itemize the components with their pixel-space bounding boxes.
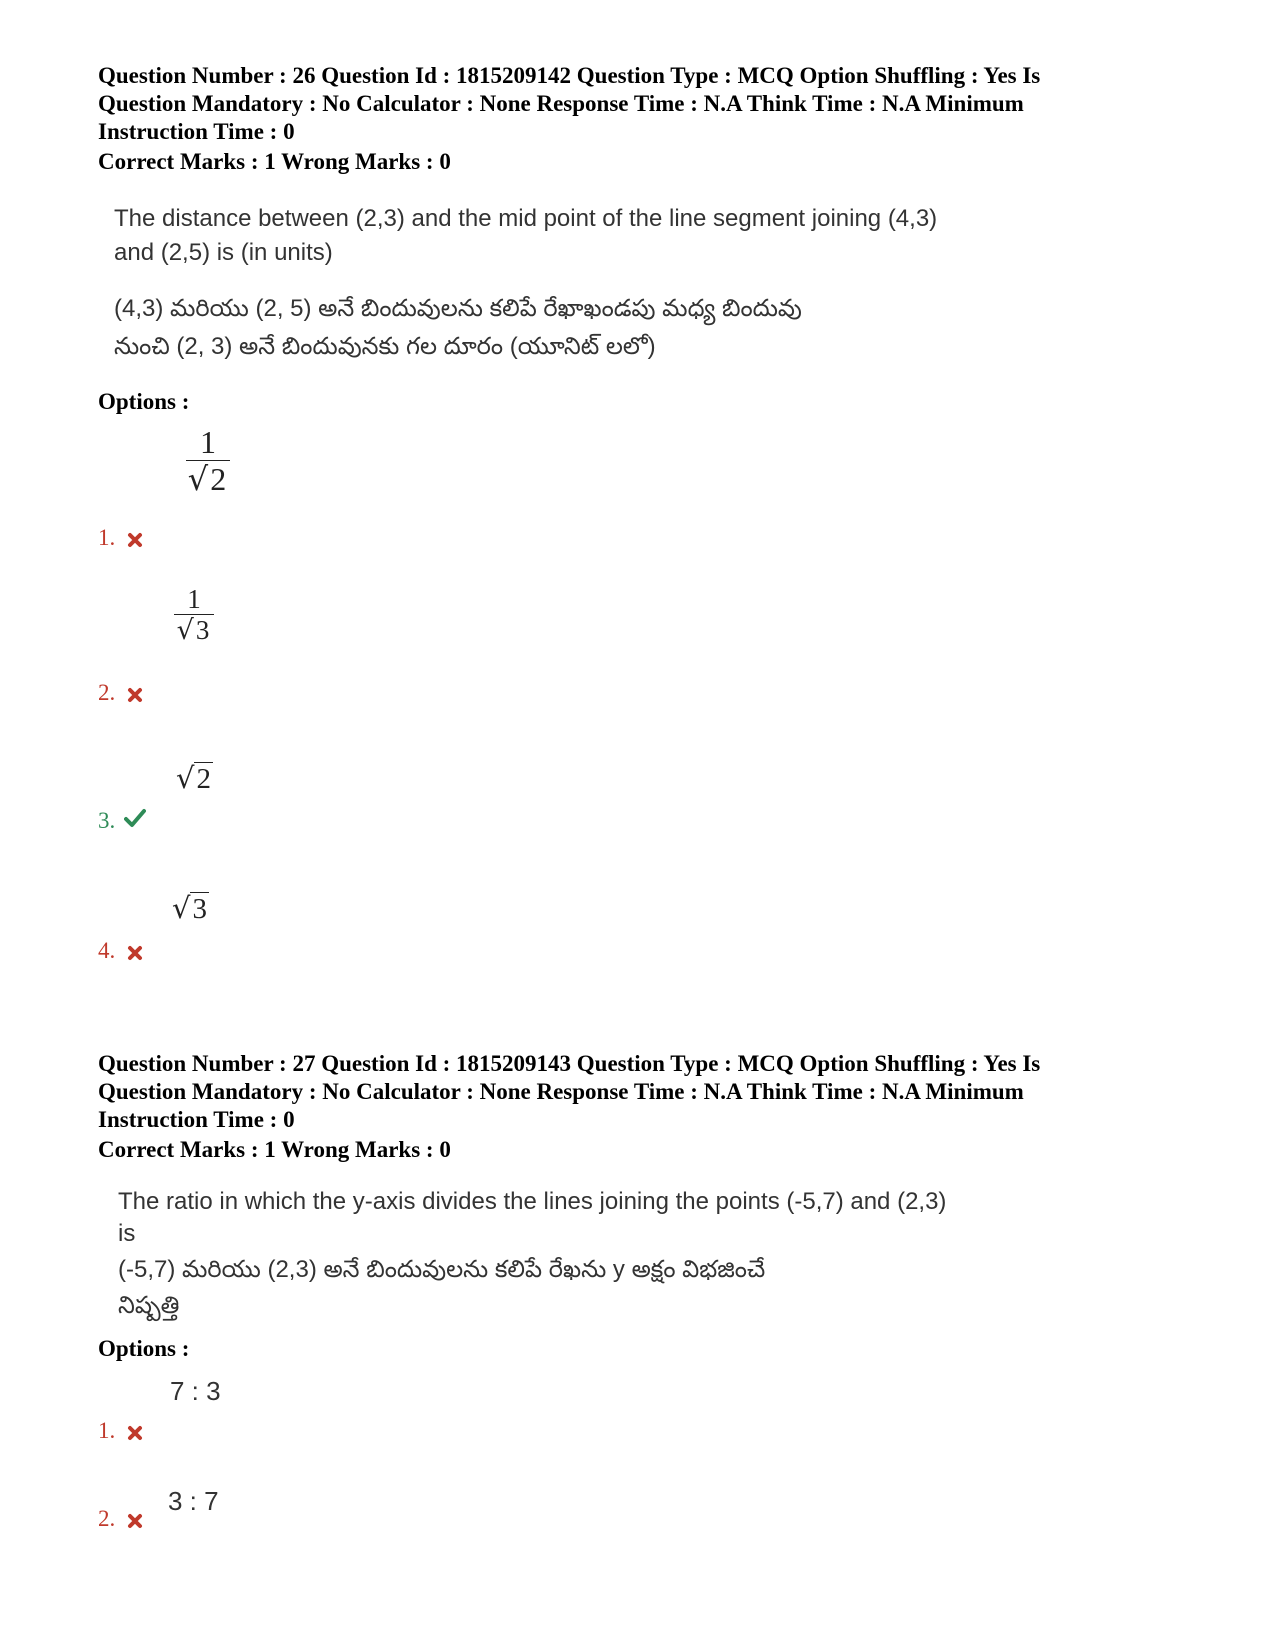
q27-option1-value: 7 : 3 xyxy=(170,1376,221,1406)
radicand: 3 xyxy=(195,615,210,645)
q26-meta-line1: Question Number : 26 Question Id : 1815209142 Question Type : MCQ Option Shuffling : Yes Is xyxy=(98,63,1041,88)
radical-sign: √ xyxy=(176,615,194,646)
q27-meta-line1: Question Number : 27 Question Id : 1815209143 Question Type : MCQ Option Shuffling : Yes Is xyxy=(98,1051,1041,1076)
cross-icon xyxy=(126,531,144,549)
q26-option3-formula xyxy=(176,762,213,795)
q27-question-text-te xyxy=(118,1252,765,1324)
q26-question-te-line2: నుంచి (2, 3) అనే బిందువునకు గల దూరం (యూనిట్ లలో) xyxy=(114,333,656,360)
q26-option2-formula xyxy=(174,584,214,646)
q27-question-en-line1: The ratio in which the y-axis divides the lines joining the points (-5,7) and (2,3) xyxy=(118,1188,947,1215)
q26-option1-formula xyxy=(186,424,230,497)
radical-sign: √ xyxy=(172,891,191,925)
q27-marks: Correct Marks : 1 Wrong Marks : 0 xyxy=(98,1137,451,1162)
q27-option1-number: 1. xyxy=(98,1418,116,1443)
q27-option2-value: 3 : 7 xyxy=(168,1486,219,1516)
q26-marks: Correct Marks : 1 Wrong Marks : 0 xyxy=(98,149,451,174)
sqrt-denominator xyxy=(186,461,230,497)
sqrt-expression xyxy=(176,762,213,795)
q26-question-en-line2: and (2,5) is (in units) xyxy=(114,239,333,266)
q27-meta-line3: Instruction Time : 0 xyxy=(98,1107,295,1132)
radical-sign: √ xyxy=(187,460,209,498)
q26-option2-number: 2. xyxy=(98,680,116,705)
radicand: 2 xyxy=(210,461,227,497)
q27-options-label: Options : xyxy=(98,1336,190,1361)
q26-meta-line2: Question Mandatory : No Calculator : None Response Time : N.A Think Time : N.A Minimum xyxy=(98,91,1024,116)
q26-question-text-en xyxy=(114,202,937,270)
q26-options-label: Options : xyxy=(98,389,190,414)
cross-icon xyxy=(126,686,144,704)
cross-icon xyxy=(126,1512,144,1530)
q26-option3-number: 3. xyxy=(98,808,116,833)
q26-meta-line3: Instruction Time : 0 xyxy=(98,119,295,144)
radicand: 2 xyxy=(196,763,211,795)
radicand: 3 xyxy=(192,893,207,925)
q27-question-te-line2: నిష్పత్తి xyxy=(118,1292,180,1319)
radical-sign: √ xyxy=(176,761,195,795)
fraction-numerator: 1 xyxy=(187,584,201,614)
cross-icon xyxy=(126,1424,144,1442)
q26-metadata xyxy=(98,62,1178,146)
q26-option4-formula xyxy=(172,892,209,925)
q27-question-text-en xyxy=(118,1186,946,1250)
q27-question-te-line1: (-5,7) మరియు (2,3) అనే బిందువులను కలిపే రేఖను y అక్షం విభజించే xyxy=(118,1256,766,1283)
q26-question-text-te xyxy=(114,290,802,366)
fraction-numerator: 1 xyxy=(200,424,216,460)
q26-question-te-line1: (4,3) మరియు (2, 5) అనే బిందువులను కలిపే రేఖాఖండపు మధ్య బిందువు xyxy=(114,295,802,322)
q26-option1-number: 1. xyxy=(98,525,116,550)
q26-option4-number: 4. xyxy=(98,938,116,963)
sqrt-denominator xyxy=(174,615,214,646)
cross-icon xyxy=(126,944,144,962)
check-icon xyxy=(124,808,146,828)
q26-question-en-line1: The distance between (2,3) and the mid point of the line segment joining (4,3) xyxy=(114,205,938,232)
q27-meta-line2: Question Mandatory : No Calculator : None Response Time : N.A Think Time : N.A Minimum xyxy=(98,1079,1024,1104)
sqrt-expression xyxy=(172,892,209,925)
q27-question-en-line2: is xyxy=(118,1220,136,1247)
q27-metadata xyxy=(98,1050,1178,1134)
q27-option2-number: 2. xyxy=(98,1506,116,1531)
